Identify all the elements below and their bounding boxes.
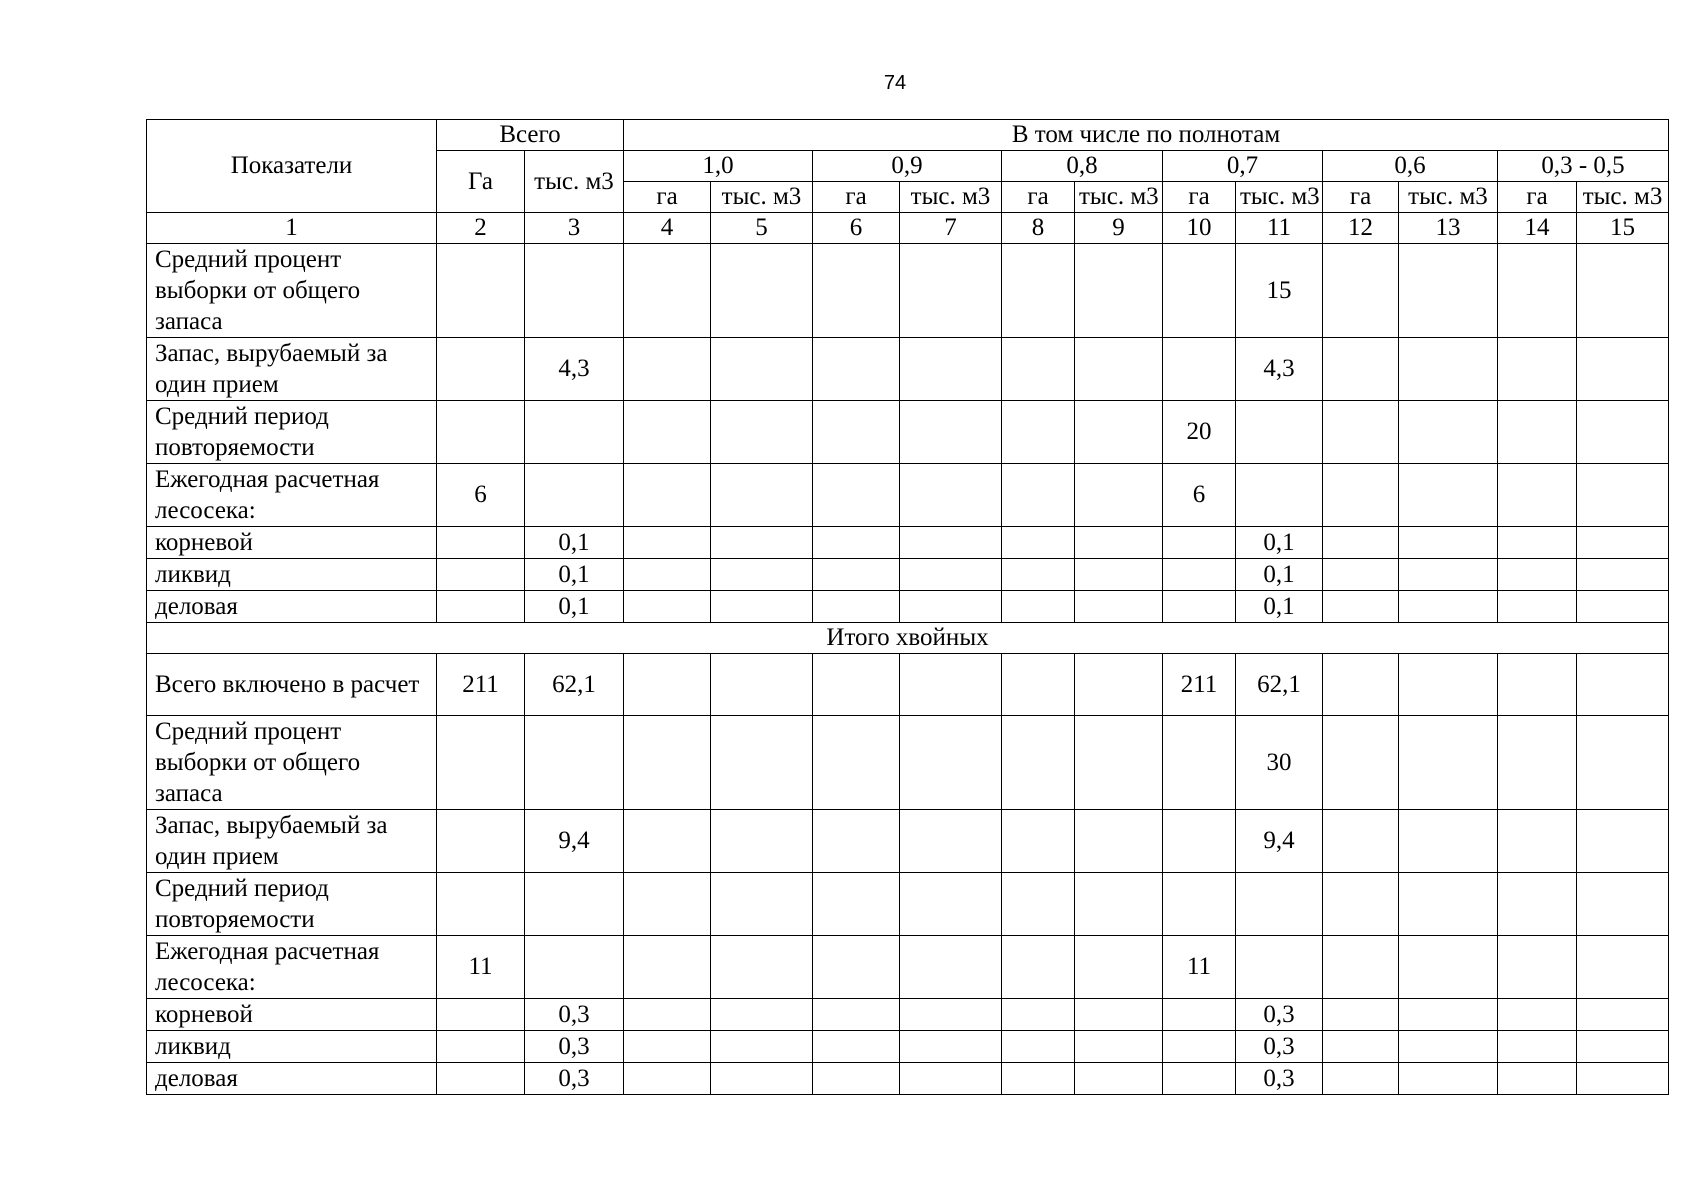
table-cell bbox=[813, 999, 900, 1031]
table-cell bbox=[1399, 810, 1498, 873]
table-cell: 4,3 bbox=[1236, 338, 1323, 401]
table-cell bbox=[1399, 244, 1498, 338]
header-ha: га bbox=[1323, 182, 1399, 213]
table-cell bbox=[1577, 464, 1669, 527]
table-cell: 0,1 bbox=[1236, 559, 1323, 591]
table-cell bbox=[1323, 401, 1399, 464]
table-cell bbox=[525, 244, 624, 338]
table-cell bbox=[813, 654, 900, 716]
table-cell bbox=[900, 527, 1002, 559]
header-density: 1,0 bbox=[624, 151, 813, 182]
table-cell bbox=[1236, 464, 1323, 527]
table-row bbox=[147, 654, 1669, 716]
table-row bbox=[147, 873, 1669, 936]
table-cell bbox=[900, 810, 1002, 873]
section-header bbox=[147, 623, 1669, 654]
table-cell: 211 bbox=[437, 654, 525, 716]
table-row bbox=[147, 559, 1669, 591]
table-cell bbox=[1163, 559, 1236, 591]
table-cell bbox=[813, 716, 900, 810]
table-cell bbox=[1323, 338, 1399, 401]
table-cell bbox=[813, 401, 900, 464]
table-cell bbox=[1075, 716, 1163, 810]
header-ha: га bbox=[624, 182, 711, 213]
column-number: 5 bbox=[711, 213, 813, 244]
table-cell: 0,3 bbox=[1236, 1063, 1323, 1095]
column-number: 3 bbox=[525, 213, 624, 244]
table-cell bbox=[1498, 338, 1577, 401]
table-cell bbox=[1399, 716, 1498, 810]
header-ha-total: Га bbox=[437, 151, 525, 213]
table-cell: 62,1 bbox=[525, 654, 624, 716]
table-cell bbox=[624, 527, 711, 559]
header-density: 0,6 bbox=[1323, 151, 1498, 182]
table-cell bbox=[900, 591, 1002, 623]
table-cell bbox=[813, 1063, 900, 1095]
table-cell bbox=[525, 936, 624, 999]
page-number: 74 bbox=[883, 72, 907, 94]
table-cell bbox=[1075, 936, 1163, 999]
column-number: 10 bbox=[1163, 213, 1236, 244]
table-cell bbox=[624, 338, 711, 401]
table-cell bbox=[900, 338, 1002, 401]
table-cell bbox=[1163, 244, 1236, 338]
table-cell bbox=[437, 527, 525, 559]
table-cell bbox=[1399, 464, 1498, 527]
table-cell bbox=[813, 810, 900, 873]
table-cell bbox=[1577, 591, 1669, 623]
table-cell bbox=[1163, 716, 1236, 810]
table-cell bbox=[1498, 810, 1577, 873]
table-cell: 9,4 bbox=[1236, 810, 1323, 873]
column-number: 11 bbox=[1236, 213, 1323, 244]
row-label: ликвид bbox=[147, 1031, 437, 1063]
table-cell bbox=[1075, 559, 1163, 591]
table-cell: 0,3 bbox=[525, 1063, 624, 1095]
table-cell bbox=[813, 591, 900, 623]
table-cell bbox=[711, 244, 813, 338]
table-cell: 0,1 bbox=[1236, 527, 1323, 559]
table-cell bbox=[1163, 810, 1236, 873]
table-cell bbox=[1002, 591, 1075, 623]
table-cell bbox=[813, 527, 900, 559]
table-cell bbox=[1323, 999, 1399, 1031]
header-ha: га bbox=[813, 182, 900, 213]
table-cell bbox=[900, 936, 1002, 999]
table-cell: 0,3 bbox=[1236, 999, 1323, 1031]
table-cell bbox=[1577, 1031, 1669, 1063]
table-cell bbox=[711, 1063, 813, 1095]
column-numbers-row bbox=[147, 213, 1669, 244]
header-vol: тыс. м3 bbox=[900, 182, 1002, 213]
table-cell bbox=[813, 936, 900, 999]
table-cell bbox=[437, 1031, 525, 1063]
row-label: Всего включено в расчет bbox=[147, 654, 437, 716]
table-cell bbox=[1002, 464, 1075, 527]
row-label: корневой bbox=[147, 999, 437, 1031]
table-cell: 0,3 bbox=[1236, 1031, 1323, 1063]
table-cell bbox=[1399, 873, 1498, 936]
table-cell bbox=[1323, 654, 1399, 716]
data-table bbox=[146, 119, 1669, 1095]
table-cell bbox=[711, 527, 813, 559]
table-cell bbox=[1323, 873, 1399, 936]
table-cell: 0,3 bbox=[525, 1031, 624, 1063]
table-row bbox=[147, 999, 1669, 1031]
table-row bbox=[147, 527, 1669, 559]
table-cell bbox=[437, 716, 525, 810]
table-cell bbox=[1075, 244, 1163, 338]
table-cell bbox=[1323, 464, 1399, 527]
table-cell bbox=[1075, 810, 1163, 873]
column-number: 9 bbox=[1075, 213, 1163, 244]
table-cell: 0,1 bbox=[1236, 591, 1323, 623]
table-cell: 6 bbox=[437, 464, 525, 527]
table-cell bbox=[711, 716, 813, 810]
table-cell bbox=[1577, 716, 1669, 810]
table-cell: 62,1 bbox=[1236, 654, 1323, 716]
row-label: деловая bbox=[147, 1063, 437, 1095]
table-cell bbox=[525, 716, 624, 810]
row-label: Средний процент выборки от общего запаса bbox=[147, 244, 437, 338]
table-row bbox=[147, 1031, 1669, 1063]
table-cell bbox=[1163, 873, 1236, 936]
table-cell bbox=[1577, 244, 1669, 338]
header-vol: тыс. м3 bbox=[711, 182, 813, 213]
row-label: ликвид bbox=[147, 559, 437, 591]
table-cell bbox=[813, 338, 900, 401]
table-cell bbox=[1577, 936, 1669, 999]
header-vol: тыс. м3 bbox=[1399, 182, 1498, 213]
table-cell bbox=[1323, 527, 1399, 559]
table-cell bbox=[711, 591, 813, 623]
table-cell bbox=[711, 936, 813, 999]
table-cell bbox=[624, 244, 711, 338]
table-cell bbox=[1002, 1031, 1075, 1063]
table-cell: 11 bbox=[1163, 936, 1236, 999]
header-density: 0,9 bbox=[813, 151, 1002, 182]
table-cell bbox=[900, 873, 1002, 936]
table-cell bbox=[1002, 527, 1075, 559]
table-cell bbox=[900, 654, 1002, 716]
table-cell bbox=[711, 464, 813, 527]
table-cell bbox=[1498, 559, 1577, 591]
table-cell bbox=[1577, 999, 1669, 1031]
table-body-bottom bbox=[147, 654, 1669, 1095]
table-cell bbox=[711, 559, 813, 591]
table-cell bbox=[1577, 654, 1669, 716]
table-cell bbox=[1498, 527, 1577, 559]
table-cell bbox=[1002, 716, 1075, 810]
header-density: 0,3 - 0,5 bbox=[1498, 151, 1669, 182]
table-cell bbox=[1163, 1063, 1236, 1095]
row-label: Запас, вырубаемый за один прием bbox=[147, 338, 437, 401]
column-number: 6 bbox=[813, 213, 900, 244]
table-cell bbox=[624, 716, 711, 810]
table-cell bbox=[900, 464, 1002, 527]
table-cell bbox=[1498, 1031, 1577, 1063]
header-indicators: Показатели bbox=[147, 120, 437, 213]
table-cell bbox=[1002, 654, 1075, 716]
header-ha: га bbox=[1002, 182, 1075, 213]
table-cell bbox=[1323, 936, 1399, 999]
table-cell bbox=[1002, 559, 1075, 591]
row-label: Запас, вырубаемый за один прием bbox=[147, 810, 437, 873]
table-cell bbox=[1498, 244, 1577, 338]
table-cell bbox=[813, 244, 900, 338]
table-row bbox=[147, 1063, 1669, 1095]
header-ha: га bbox=[1163, 182, 1236, 213]
table-cell: 6 bbox=[1163, 464, 1236, 527]
table-cell bbox=[1002, 873, 1075, 936]
table-cell bbox=[1002, 338, 1075, 401]
table-cell bbox=[900, 401, 1002, 464]
table-cell bbox=[1577, 527, 1669, 559]
row-label: Средний период повторяемости bbox=[147, 873, 437, 936]
table-row bbox=[147, 591, 1669, 623]
table-cell: 30 bbox=[1236, 716, 1323, 810]
column-number: 1 bbox=[147, 213, 437, 244]
table-cell bbox=[813, 873, 900, 936]
table-cell bbox=[1323, 716, 1399, 810]
table-cell bbox=[1323, 810, 1399, 873]
table-cell bbox=[711, 1031, 813, 1063]
table-cell bbox=[1577, 338, 1669, 401]
table-cell bbox=[1236, 936, 1323, 999]
table-cell bbox=[1002, 999, 1075, 1031]
table-cell bbox=[1075, 527, 1163, 559]
table-cell bbox=[1075, 1031, 1163, 1063]
column-number: 14 bbox=[1498, 213, 1577, 244]
table-cell bbox=[1075, 873, 1163, 936]
table-cell bbox=[1498, 999, 1577, 1031]
table-cell bbox=[900, 244, 1002, 338]
header-density: 0,7 bbox=[1163, 151, 1323, 182]
table-cell bbox=[1399, 401, 1498, 464]
table-cell bbox=[900, 559, 1002, 591]
table-cell bbox=[1075, 338, 1163, 401]
table-cell: 11 bbox=[437, 936, 525, 999]
table-cell bbox=[1577, 401, 1669, 464]
table-header bbox=[147, 120, 1669, 244]
row-label: деловая bbox=[147, 591, 437, 623]
table-cell bbox=[624, 873, 711, 936]
table-cell bbox=[1075, 1063, 1163, 1095]
table-cell bbox=[1399, 1063, 1498, 1095]
table-cell bbox=[813, 559, 900, 591]
table-cell: 211 bbox=[1163, 654, 1236, 716]
table-cell bbox=[1002, 401, 1075, 464]
table-cell bbox=[711, 338, 813, 401]
table-cell bbox=[1236, 873, 1323, 936]
table-cell bbox=[525, 464, 624, 527]
table-cell: 0,1 bbox=[525, 527, 624, 559]
table-cell bbox=[624, 559, 711, 591]
table-cell bbox=[624, 401, 711, 464]
table-cell bbox=[711, 401, 813, 464]
row-label: Ежегодная расчетная лесосека: bbox=[147, 936, 437, 999]
table-cell: 15 bbox=[1236, 244, 1323, 338]
table-cell bbox=[900, 1063, 1002, 1095]
table-cell bbox=[525, 873, 624, 936]
table-cell bbox=[1498, 1063, 1577, 1095]
column-number: 2 bbox=[437, 213, 525, 244]
table-cell bbox=[1163, 1031, 1236, 1063]
table-cell: 0,1 bbox=[525, 591, 624, 623]
table-cell bbox=[1002, 244, 1075, 338]
table-cell bbox=[1075, 654, 1163, 716]
table-cell bbox=[813, 1031, 900, 1063]
table-cell bbox=[1075, 401, 1163, 464]
table-cell bbox=[1075, 999, 1163, 1031]
table-cell bbox=[1577, 873, 1669, 936]
row-label: корневой bbox=[147, 527, 437, 559]
table-cell bbox=[624, 936, 711, 999]
table-cell bbox=[1399, 1031, 1498, 1063]
row-label: Средний период повторяемости bbox=[147, 401, 437, 464]
table-cell: 4,3 bbox=[525, 338, 624, 401]
table-cell bbox=[624, 654, 711, 716]
column-number: 8 bbox=[1002, 213, 1075, 244]
column-number: 4 bbox=[624, 213, 711, 244]
table-cell bbox=[1163, 591, 1236, 623]
table-cell bbox=[1498, 873, 1577, 936]
table-row bbox=[147, 244, 1669, 338]
table-cell: 20 bbox=[1163, 401, 1236, 464]
section-title: Итого хвойных bbox=[147, 623, 1669, 654]
table-cell: 0,3 bbox=[525, 999, 624, 1031]
header-vol: тыс. м3 bbox=[1236, 182, 1323, 213]
table-cell bbox=[1498, 654, 1577, 716]
table-cell bbox=[1498, 936, 1577, 999]
header-density: 0,8 bbox=[1002, 151, 1163, 182]
table-cell bbox=[1399, 527, 1498, 559]
table-cell bbox=[525, 401, 624, 464]
row-label: Ежегодная расчетная лесосека: bbox=[147, 464, 437, 527]
header-vol: тыс. м3 bbox=[1577, 182, 1669, 213]
table-cell bbox=[711, 873, 813, 936]
table-cell bbox=[624, 591, 711, 623]
header-ha: га bbox=[1498, 182, 1577, 213]
table-cell bbox=[437, 873, 525, 936]
table-cell bbox=[624, 810, 711, 873]
table-cell bbox=[624, 1063, 711, 1095]
table-cell bbox=[1399, 559, 1498, 591]
table-cell bbox=[1399, 338, 1498, 401]
table-cell bbox=[1498, 401, 1577, 464]
column-number: 15 bbox=[1577, 213, 1669, 244]
table-row bbox=[147, 716, 1669, 810]
table-cell bbox=[813, 464, 900, 527]
table-cell: 9,4 bbox=[525, 810, 624, 873]
table-cell bbox=[1323, 244, 1399, 338]
table-cell bbox=[900, 716, 1002, 810]
table-cell bbox=[624, 999, 711, 1031]
table-cell bbox=[1498, 464, 1577, 527]
table-row bbox=[147, 810, 1669, 873]
table-cell bbox=[1399, 654, 1498, 716]
table-cell bbox=[624, 1031, 711, 1063]
table-cell bbox=[1163, 338, 1236, 401]
table-cell bbox=[1236, 401, 1323, 464]
table-cell bbox=[437, 591, 525, 623]
table-cell bbox=[1163, 999, 1236, 1031]
table-cell bbox=[437, 338, 525, 401]
table-cell bbox=[711, 654, 813, 716]
table-row bbox=[147, 464, 1669, 527]
table-cell bbox=[1577, 1063, 1669, 1095]
header-vol: тыс. м3 bbox=[1075, 182, 1163, 213]
table-cell bbox=[900, 999, 1002, 1031]
table-cell bbox=[1399, 591, 1498, 623]
table-cell bbox=[1323, 591, 1399, 623]
header-total: Всего bbox=[437, 120, 624, 151]
table-cell bbox=[900, 1031, 1002, 1063]
table-cell bbox=[1399, 936, 1498, 999]
column-number: 12 bbox=[1323, 213, 1399, 244]
table-cell bbox=[437, 999, 525, 1031]
table-cell bbox=[437, 244, 525, 338]
table-cell bbox=[1577, 810, 1669, 873]
table-cell bbox=[437, 401, 525, 464]
table-cell bbox=[1075, 591, 1163, 623]
column-number: 13 bbox=[1399, 213, 1498, 244]
table-cell bbox=[1399, 999, 1498, 1031]
column-number: 7 bbox=[900, 213, 1002, 244]
table-row bbox=[147, 401, 1669, 464]
table-cell bbox=[1075, 464, 1163, 527]
table-cell bbox=[1002, 810, 1075, 873]
table-cell bbox=[711, 810, 813, 873]
table-cell bbox=[437, 1063, 525, 1095]
table-cell bbox=[1002, 1063, 1075, 1095]
table-cell bbox=[1002, 936, 1075, 999]
table-row bbox=[147, 936, 1669, 999]
table-cell bbox=[1498, 591, 1577, 623]
table-body-top bbox=[147, 244, 1669, 623]
table-cell bbox=[1577, 559, 1669, 591]
table-cell bbox=[1498, 716, 1577, 810]
table-row bbox=[147, 338, 1669, 401]
table-cell bbox=[1323, 559, 1399, 591]
table-cell bbox=[711, 999, 813, 1031]
table-cell bbox=[1163, 527, 1236, 559]
row-label: Средний процент выборки от общего запаса bbox=[147, 716, 437, 810]
table-cell bbox=[1323, 1031, 1399, 1063]
table-cell bbox=[437, 810, 525, 873]
table-cell bbox=[624, 464, 711, 527]
table-cell: 0,1 bbox=[525, 559, 624, 591]
header-vol-total: тыс. м3 bbox=[525, 151, 624, 213]
header-by-density: В том числе по полнотам bbox=[624, 120, 1669, 151]
table-cell bbox=[437, 559, 525, 591]
table-cell bbox=[1323, 1063, 1399, 1095]
